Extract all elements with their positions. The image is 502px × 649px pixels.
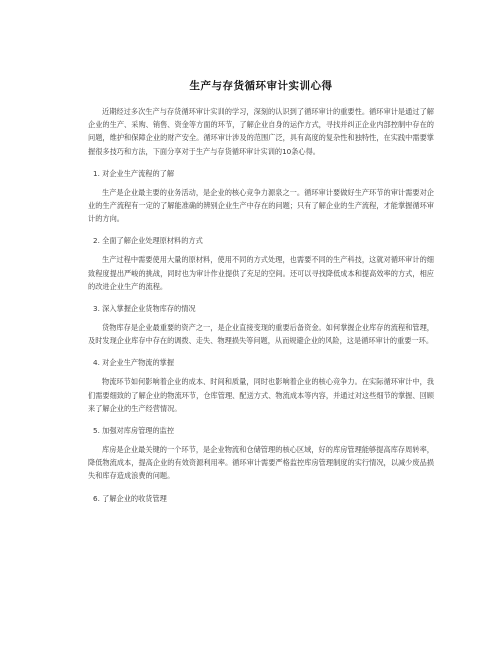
section-heading-6: 6. 了解企业的收货管理 xyxy=(93,493,167,503)
document-title: 生产与存货循环审计实训心得 xyxy=(189,80,333,92)
intro-paragraph: 近期经过多次生产与存货循环审计实训的学习，深刻的认识到了循环审计的重要性。循环审计是通过了解企业的生产、采购、销售、资金等方面的环节，了解企业自身的运作方式，寻找并纠正企业内部控制中存在的问题，维护和保障企业的财产安全。循环审计涉及的范围广泛，具有高度的复杂性和独特性，在实践中需要掌握很多技巧和方法，下面分享对于生产与存货循环审计实训的10条心得。 xyxy=(88,107,434,156)
section-body-2: 生产过程中需要使用大量的原材料，使用不同的方式处理，也需要不同的生产科技，这就对循环审计的细致程度提出严峻的挑战，同时也为审计作业提供了充足的空间。还可以寻找降低成本和提高效率的方式，相应的改进企业生产的流程。 xyxy=(88,255,434,291)
document-page xyxy=(88,78,434,511)
section-heading-2: 2. 全面了解企业处理原材料的方式 xyxy=(93,236,203,246)
section-heading-5: 5. 加强对库房管理的监控 xyxy=(93,426,175,436)
section-body-5: 库房是企业最关键的一个环节，是企业物流和仓储管理的核心区域，好的库房管理能够提高库存周转率，降低物流成本，提高企业的有效资源利用率。循环审计需要严格监控库房管理制度的实行情况，以减少废品损失和库存造成浪费的问题。 xyxy=(88,445,434,481)
section-body-4: 物流环节如何影响着企业的成本、时间和质量，同时也影响着企业的核心竞争力。在实际循环审计中，我们需要细致的了解企业的物流环节，仓库管理、配送方式、物流成本等内容，并通过对这些细节的掌握、回顾来了解企业的生产经营情况。 xyxy=(88,377,434,413)
section-body-3: 货物库存是企业最重要的资产之一，是企业直接变现的重要后备资金。如何掌握企业库存的流程和管理，及时发现企业库存中存在的调拨、走失、物理损失等问题，从而规避企业的风险，这是循环审计的重要一环。 xyxy=(88,323,434,346)
section-heading-1: 1. 对企业生产流程的了解 xyxy=(93,168,175,178)
section-body-1: 生产是企业最主要的业务活动，是企业的核心竞争力源泉之一。循环审计要做好生产环节的审计需要对企业的生产流程有一定的了解能准确的辨别企业生产中存在的问题；只有了解企业的生产流程，才能掌握循环审计的方向。 xyxy=(88,187,434,224)
section-heading-3: 3. 深入掌握企业货物库存的情况 xyxy=(93,304,196,314)
section-heading-4: 4. 对企业生产物流的掌握 xyxy=(93,358,175,368)
